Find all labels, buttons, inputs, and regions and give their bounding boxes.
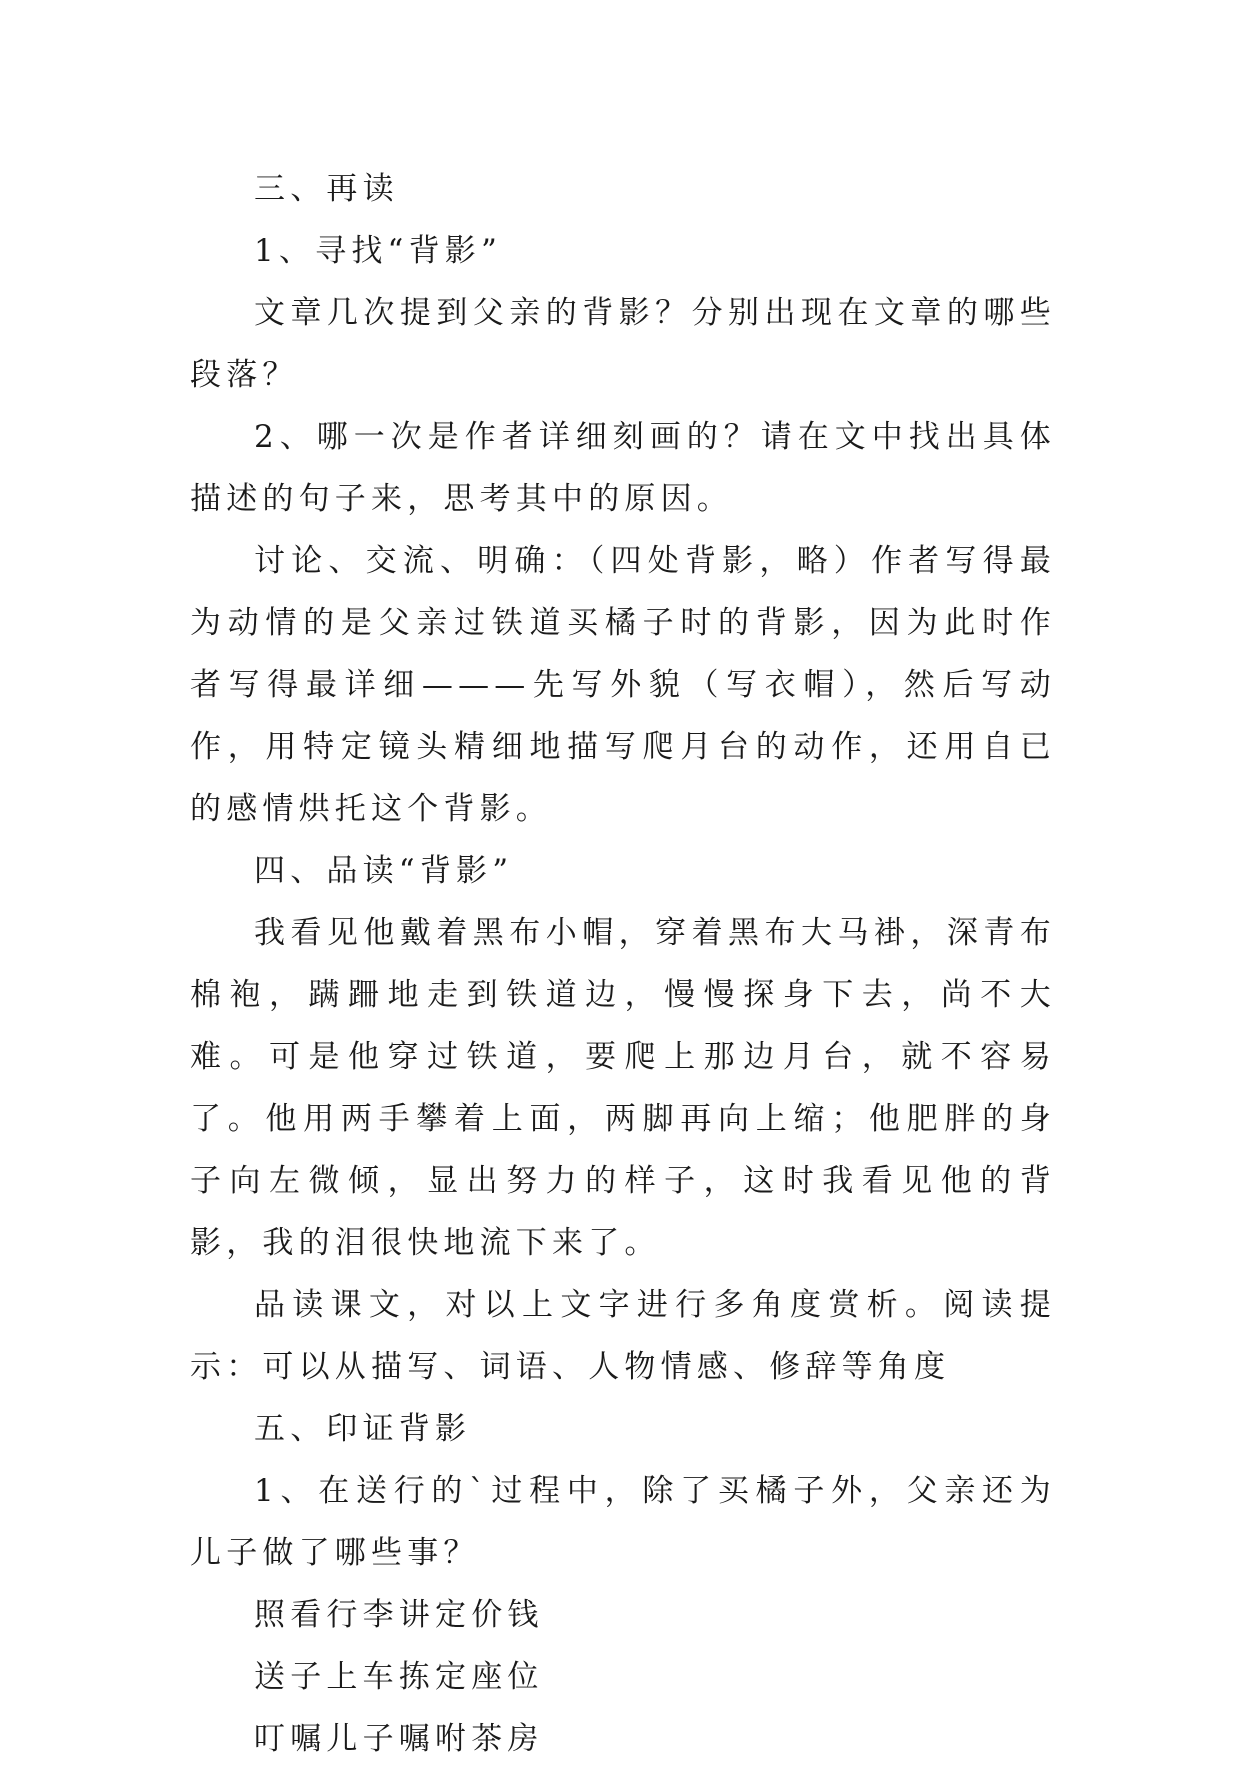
question-paragraph: 1、在送行的`过程中，除了买橘子外，父亲还为儿子做了哪些事？ [190,1473,1056,1571]
question-paragraph: 2、哪一次是作者详细刻画的？请在文中找出具体描述的句子来，思考其中的原因。 [190,419,1056,517]
instruction-paragraph: 品读课文，对以上文字进行多角度赏析。阅读提示：可以从描写、词语、人物情感、修辞等角度 [190,1287,1056,1385]
question-paragraph: 文章几次提到父亲的背影？分别出现在文章的哪些段落？ [190,295,1056,393]
quoted-excerpt-paragraph: 我看见他戴着黑布小帽，穿着黑布大马褂，深青布棉袍，蹒跚地走到铁道边，慢慢探身下去，尚不大难。可是他穿过铁道，要爬上那边月台，就不容易了。他用两手攀着上面，两脚再向上缩；他肥胖的身子向左微倾，显出努力的样子，这时我看见他的背影，我的泪很快地流下来了。 [190,915,1056,1261]
section-heading-confirm-back-view: 五、印证背影 [254,1411,472,1447]
discussion-paragraph: 讨论、交流、明确：（四处背影，略）作者写得最为动情的是父亲过铁道买橘子时的背影，因为此时作者写得最详细———先写外貌（写衣帽），然后写动作，用特定镜头精细地描写爬月台的动作，还用自已的感情烘托这个背影。 [190,543,1056,827]
subheading-find-back-view: 1、寻找“背影” [254,233,503,269]
list-item: 叮嘱儿子嘱咐茶房 [254,1721,544,1757]
list-item: 送子上车拣定座位 [254,1659,544,1695]
document-body [190,158,1056,1770]
section-heading-savor-back-view: 四、品读“背影” [254,853,514,889]
list-item: 照看行李讲定价钱 [254,1597,544,1633]
section-heading-reread: 三、再读 [254,171,399,207]
